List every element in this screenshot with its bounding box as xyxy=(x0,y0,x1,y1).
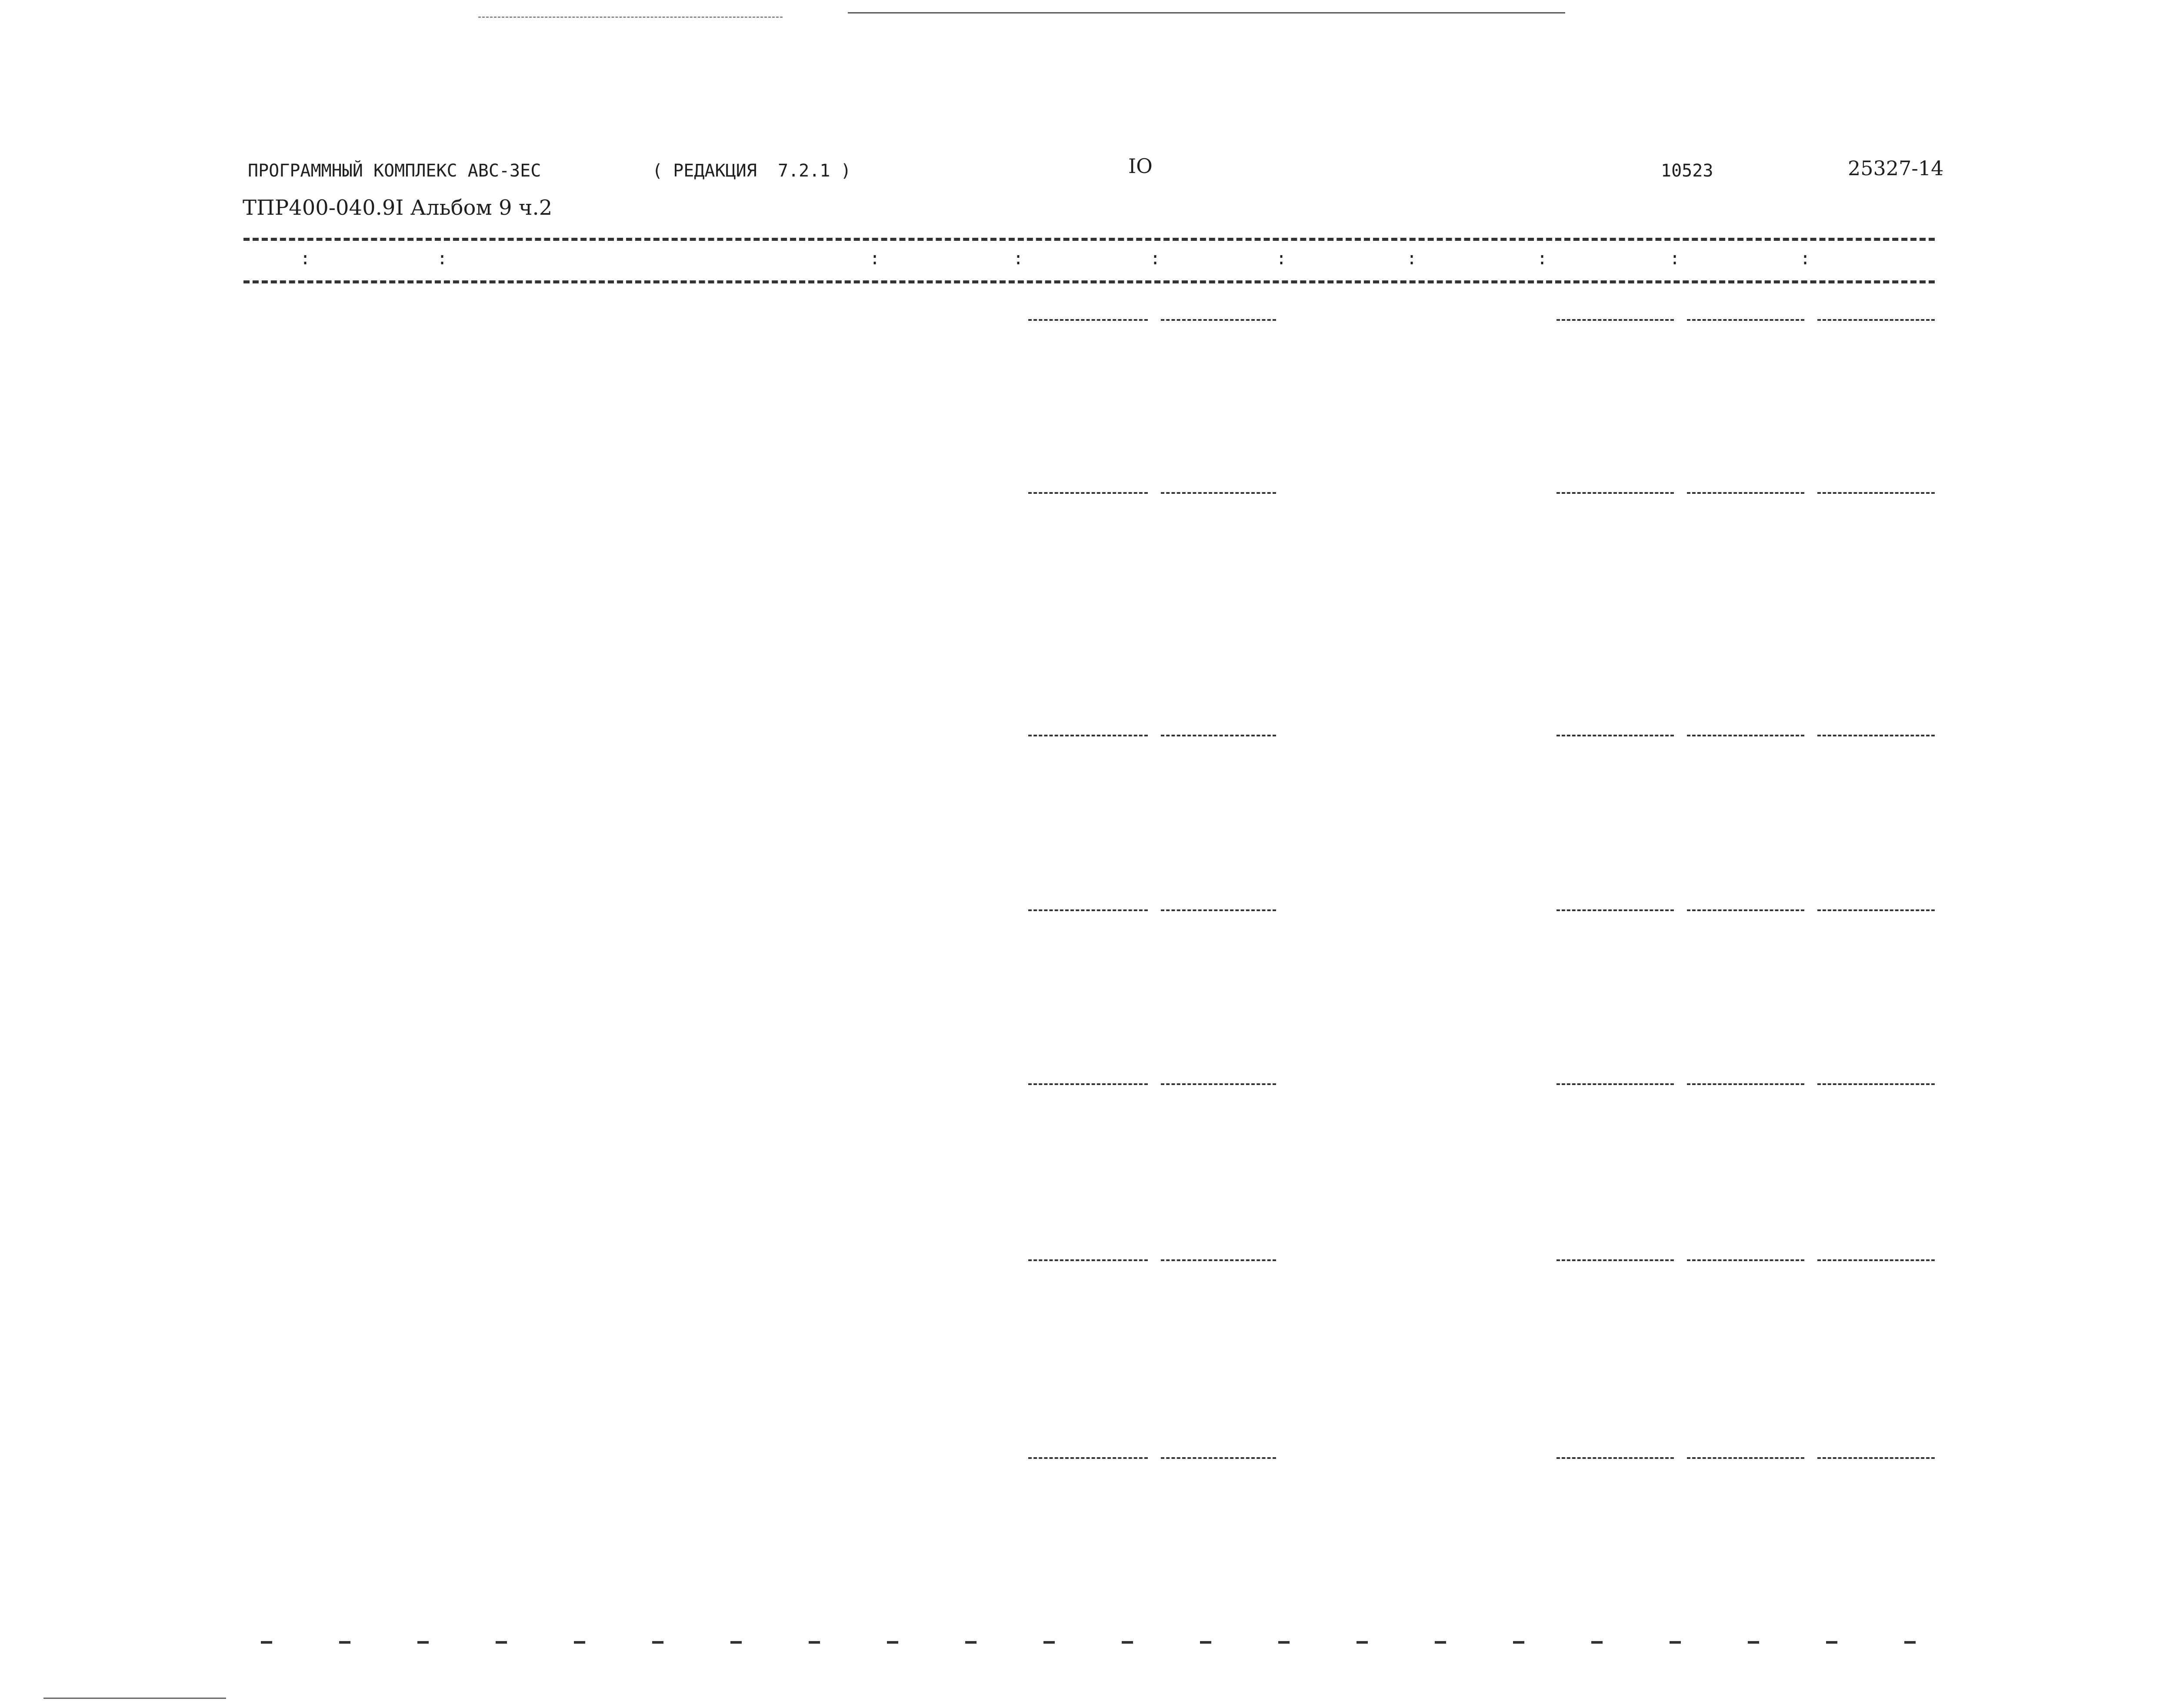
footer-dash-mark xyxy=(1356,1641,1368,1644)
album-title: ТПР400-040.9I Альбом 9 ч.2 xyxy=(243,196,553,220)
fraction-line-c5 xyxy=(1028,909,1148,911)
fraction-line-c9 xyxy=(1556,909,1674,911)
column-separator: : xyxy=(870,249,880,269)
column-separator: : xyxy=(437,249,448,269)
fraction-line-c5 xyxy=(1028,735,1148,736)
fraction-line-c10 xyxy=(1687,319,1804,321)
column-separator: : xyxy=(300,249,311,269)
fraction-line-c10 xyxy=(1687,1083,1804,1085)
column-separator: : xyxy=(1537,249,1548,269)
scan-artifact-line xyxy=(43,1698,226,1699)
footer-dash-mark xyxy=(1748,1641,1759,1644)
footer-dash-mark xyxy=(1826,1641,1837,1644)
fraction-line-c6 xyxy=(1161,492,1276,494)
fraction-line-c11 xyxy=(1817,735,1935,736)
column-separator: : xyxy=(1670,249,1680,269)
fraction-line-c10 xyxy=(1687,909,1804,911)
footer-dash-mark xyxy=(809,1641,820,1644)
fraction-line-c10 xyxy=(1687,1259,1804,1261)
footer-dash-mark xyxy=(1278,1641,1290,1644)
column-separator: : xyxy=(1013,249,1024,269)
fraction-line-c5 xyxy=(1028,492,1148,494)
table-head-rule xyxy=(243,280,1935,283)
fraction-line-c6 xyxy=(1161,909,1276,911)
fraction-line-c6 xyxy=(1161,1457,1276,1459)
scan-artifact-line xyxy=(478,17,783,18)
fraction-line-c6 xyxy=(1161,1083,1276,1085)
footer-dash-mark xyxy=(417,1641,429,1644)
fraction-line-c9 xyxy=(1556,1457,1674,1459)
fraction-line-c11 xyxy=(1817,1457,1935,1459)
table-top-rule xyxy=(243,238,1935,241)
column-separator: : xyxy=(1150,249,1161,269)
footer-dash-mark xyxy=(574,1641,585,1644)
fraction-line-c10 xyxy=(1687,735,1804,736)
fraction-line-c11 xyxy=(1817,319,1935,321)
fraction-line-c6 xyxy=(1161,735,1276,736)
footer-dash-mark xyxy=(887,1641,898,1644)
fraction-line-c9 xyxy=(1556,319,1674,321)
fraction-line-c11 xyxy=(1817,1259,1935,1261)
fraction-line-c5 xyxy=(1028,319,1148,321)
fraction-line-c11 xyxy=(1817,1083,1935,1085)
footer-dash-mark xyxy=(496,1641,507,1644)
column-separator: : xyxy=(1800,249,1811,269)
fraction-line-c5 xyxy=(1028,1259,1148,1261)
footer-dash-mark xyxy=(339,1641,350,1644)
footer-dash-mark xyxy=(652,1641,663,1644)
column-separator: : xyxy=(1276,249,1287,269)
document-code: 10523 xyxy=(1661,161,1713,181)
footer-dash-mark xyxy=(730,1641,742,1644)
fraction-line-c6 xyxy=(1161,1259,1276,1261)
program-title: ПРОГРАММНЫЙ КОМПЛЕКС АВС-3ЕС xyxy=(248,161,541,181)
page-number: IO xyxy=(1128,154,1153,178)
sheet-code: 25327-14 xyxy=(1848,156,1944,180)
program-edition: ( РЕДАКЦИЯ 7.2.1 ) xyxy=(652,161,851,181)
footer-dash-mark xyxy=(1591,1641,1603,1644)
footer-dash-mark xyxy=(1435,1641,1446,1644)
footer-dash-mark xyxy=(1122,1641,1133,1644)
fraction-line-c11 xyxy=(1817,492,1935,494)
fraction-line-c9 xyxy=(1556,1259,1674,1261)
fraction-line-c10 xyxy=(1687,1457,1804,1459)
fraction-line-c10 xyxy=(1687,492,1804,494)
fraction-line-c11 xyxy=(1817,909,1935,911)
footer-dash-mark xyxy=(1200,1641,1211,1644)
scan-artifact-line xyxy=(848,12,1565,13)
footer-dash-mark xyxy=(1513,1641,1524,1644)
footer-dash-mark xyxy=(1904,1641,1916,1644)
fraction-line-c5 xyxy=(1028,1083,1148,1085)
fraction-line-c9 xyxy=(1556,492,1674,494)
footer-dash-mark xyxy=(261,1641,272,1644)
fraction-line-c5 xyxy=(1028,1457,1148,1459)
fraction-line-c9 xyxy=(1556,735,1674,736)
column-separator: : xyxy=(1406,249,1417,269)
fraction-line-c6 xyxy=(1161,319,1276,321)
footer-dash-mark xyxy=(1043,1641,1055,1644)
fraction-line-c9 xyxy=(1556,1083,1674,1085)
footer-dash-mark xyxy=(965,1641,977,1644)
footer-dash-mark xyxy=(1670,1641,1681,1644)
